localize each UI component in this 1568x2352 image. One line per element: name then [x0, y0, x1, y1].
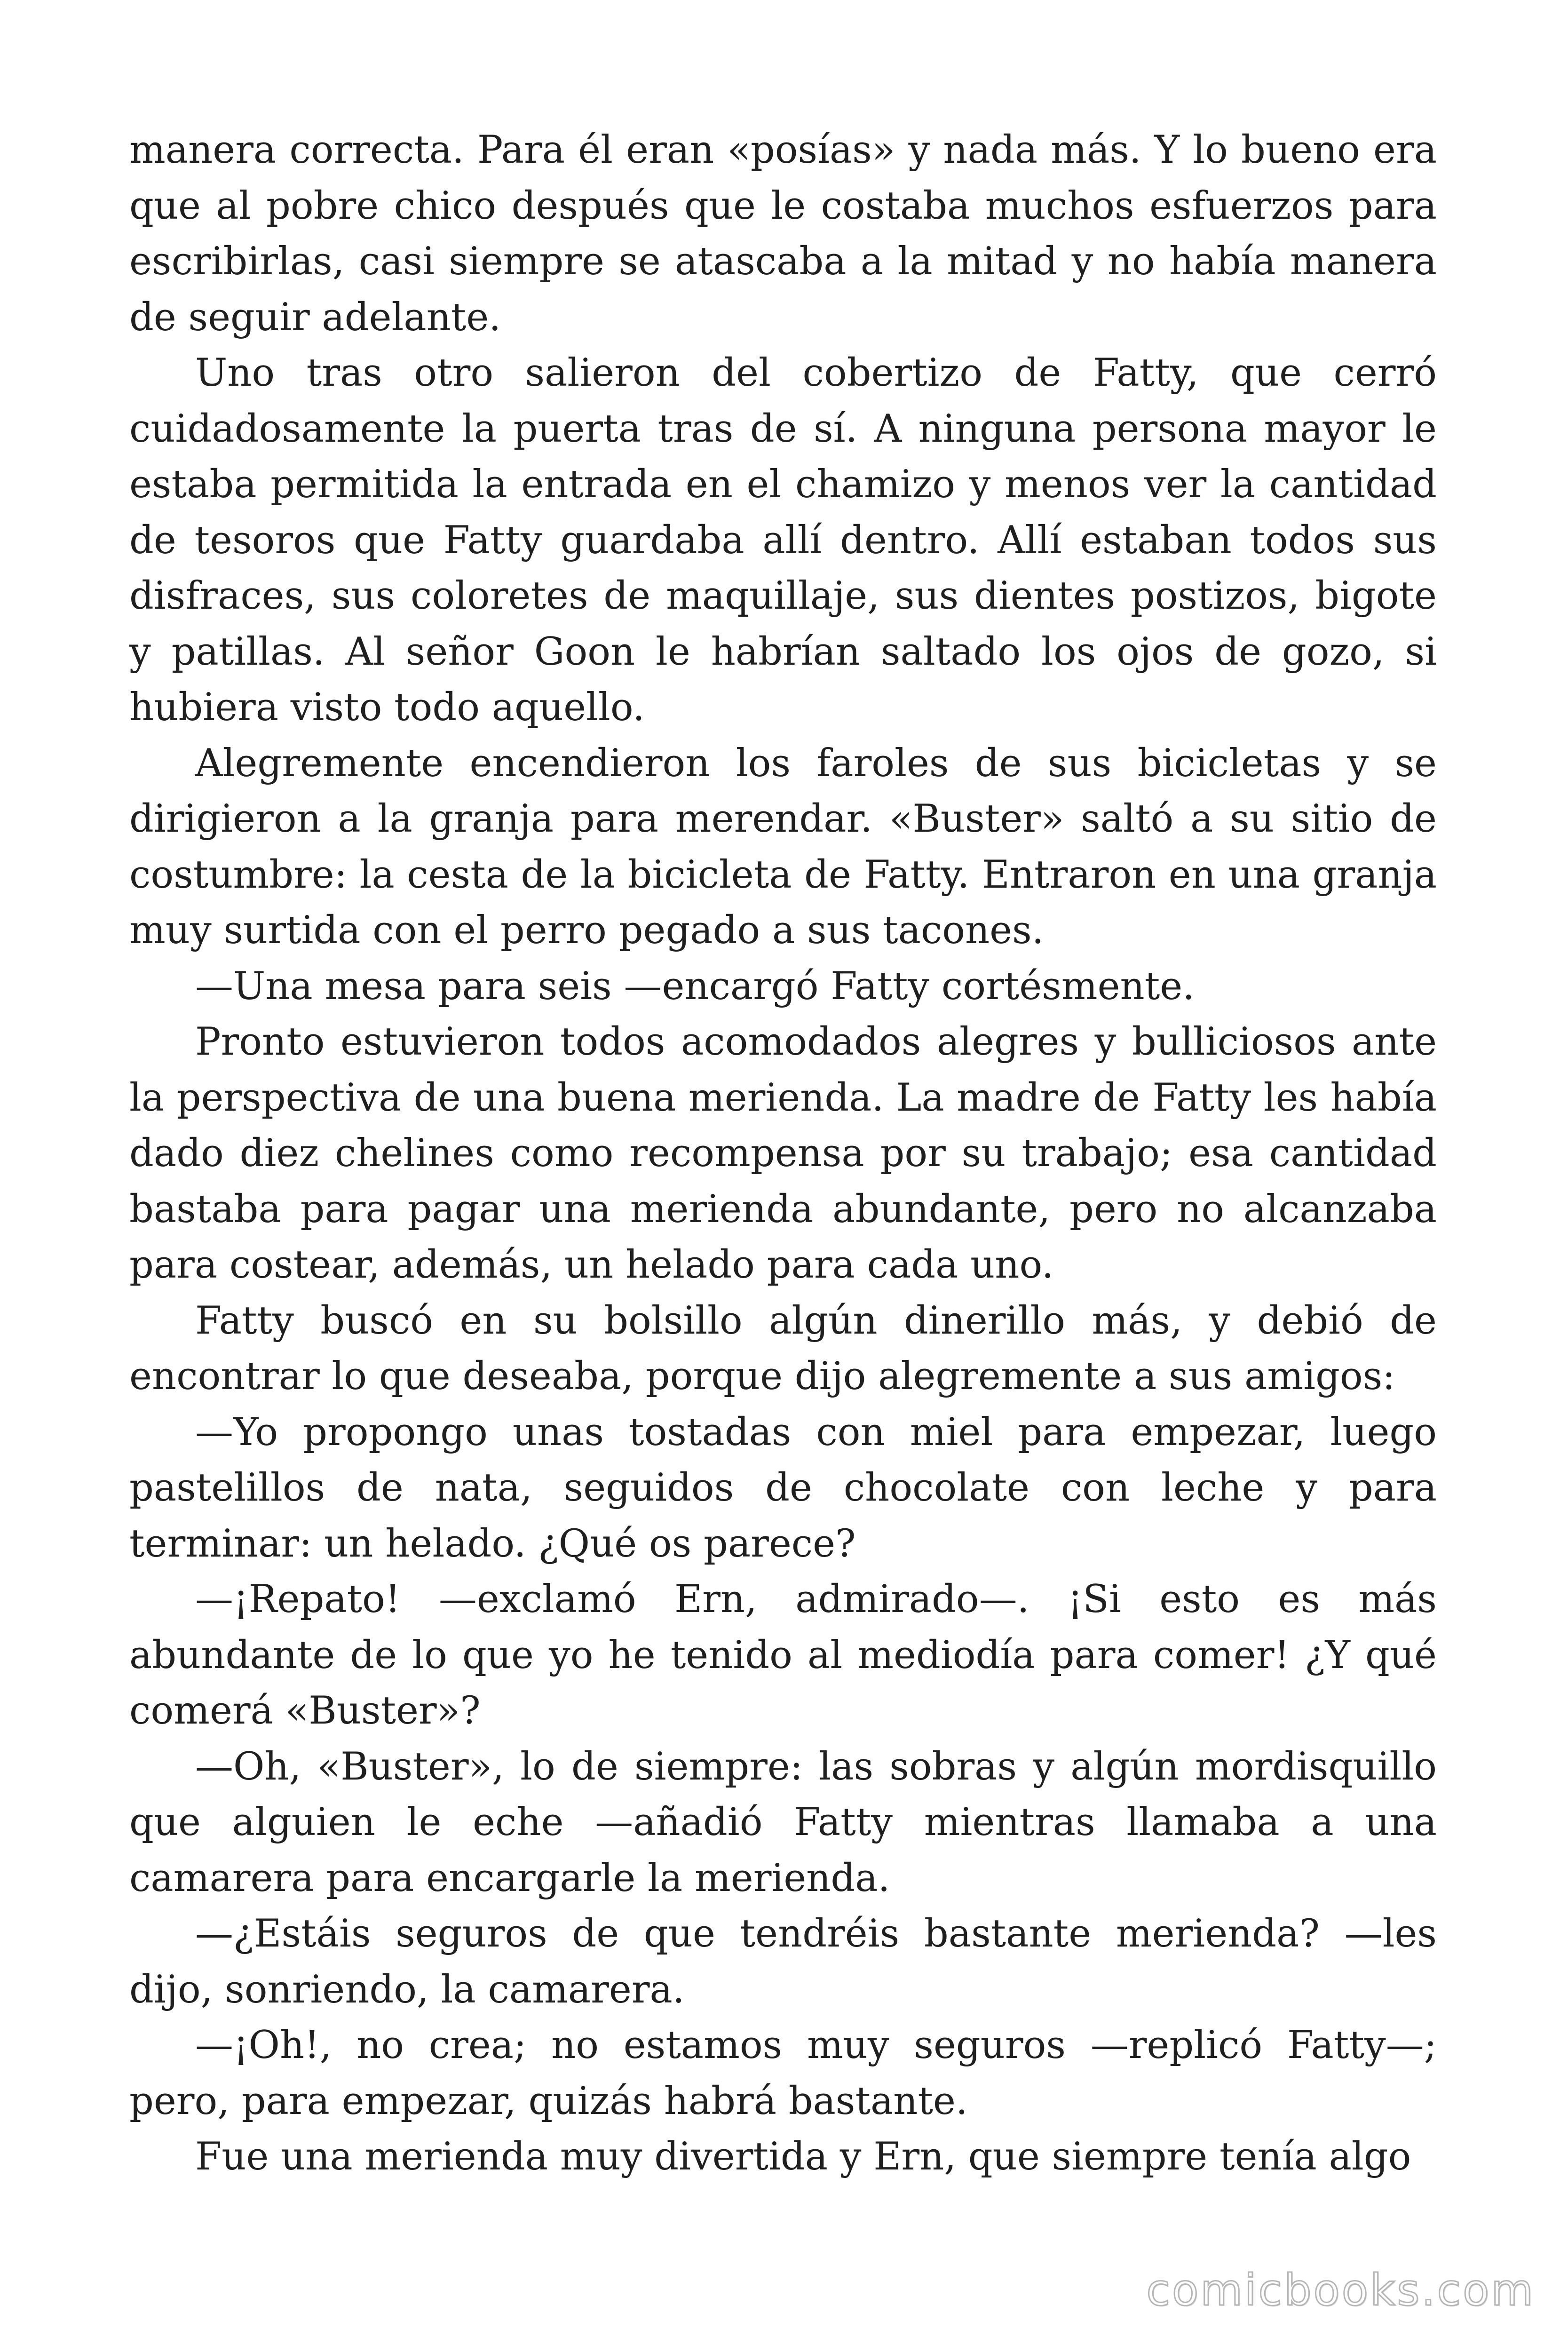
paragraph-1: manera correcta. Para él eran «posías» y nada más. Y lo bueno era que al pobre chico después que le costaba muchos esfuerzos para escribirlas, casi siempre se atascaba a la mitad y no había manera de seguir adelante. — [129, 128, 1437, 340]
paragraph-5: Pronto estuvieron todos acomodados alegres y bulliciosos ante la perspectiva de una buena merienda. La madre de Fatty les había dado diez chelines como recompensa por su trabajo; esa cantidad bastaba para pagar una merienda abundante, pero no alcanzaba para costear, además, un helado para cada uno. — [129, 1020, 1437, 1287]
paragraph-8: —¡Repato! —exclamó Ern, admirado—. ¡Si esto es más abundante de lo que yo he tenido al mediodía para comer! ¿Y qué comerá «Buster»? — [129, 1577, 1437, 1733]
paragraph-11: —¡Oh!, no crea; no estamos muy seguros —replicó Fatty—; pero, para empezar, quizás habrá bastante. — [129, 2023, 1437, 2123]
paragraph-12: Fue una merienda muy divertida y Ern, que siempre tenía algo — [195, 2135, 1411, 2179]
paragraph-10: —¿Estáis seguros de que tendréis bastante merienda? —les dijo, sonriendo, la camarera. — [129, 1912, 1437, 2012]
body-text — [129, 122, 1437, 2185]
paragraph-4: —Una mesa para seis —encargó Fatty cortésmente. — [195, 964, 1195, 1009]
paragraph-6: Fatty buscó en su bolsillo algún dinerillo más, y debió de encontrar lo que deseaba, porque dijo alegremente a sus amigos: — [129, 1298, 1437, 1398]
paragraph-7: —Yo propongo unas tostadas con miel para empezar, luego pastelillos de nata, seguidos de chocolate con leche y para terminar: un helado. ¿Qué os parece? — [129, 1410, 1437, 1566]
paragraph-3: Alegremente encendieron los faroles de sus bicicletas y se dirigieron a la granja para merendar. «Buster» saltó a su sitio de costumbre: la cesta de la bicicleta de Fatty. Entraron en una granja muy surtida con el perro pegado a sus tacones. — [129, 741, 1437, 953]
paragraph-2: Uno tras otro salieron del cobertizo de Fatty, que cerró cuidadosamente la puerta tras de sí. A ninguna persona mayor le estaba permitida la entrada en el chamizo y menos ver la cantidad de tesoros que Fatty guardaba allí dentro. Allí estaban todos sus disfraces, sus coloretes de maquillaje, sus dientes postizos, bigote y patillas. Al señor Goon le habrían saltado los ojos de gozo, si hubiera visto todo aquello. — [129, 351, 1437, 730]
paragraph-9: —Oh, «Buster», lo de siempre: las sobras y algún mordisquillo que alguien le eche —añadió Fatty mientras llamaba a una camarera para encargarle la merienda. — [129, 1744, 1437, 1900]
watermark-logo: comicbooks.com — [1146, 2265, 1535, 2315]
